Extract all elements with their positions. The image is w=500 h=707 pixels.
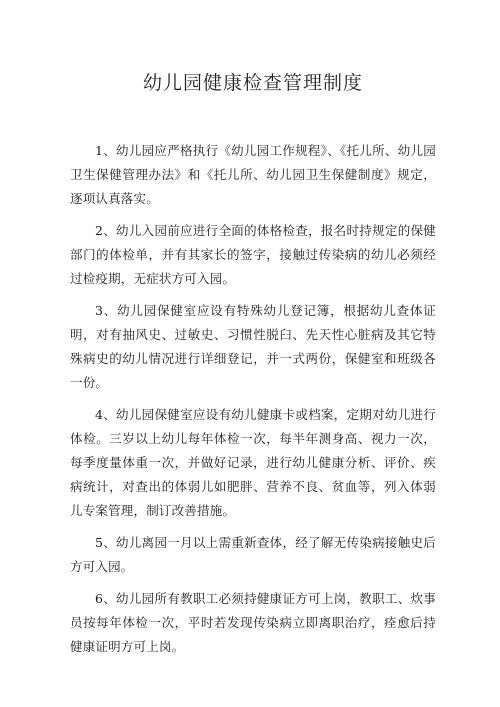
document-title: 幼儿园健康检查管理制度 (142, 72, 363, 94)
paragraph-2: 2、幼儿入园前应进行全面的体格检查，报名时持规定的保健部门的体检单，并有其家长的签字，接触过传染病的幼儿必须经过检疫期，无症状方可入园。 (70, 223, 436, 286)
paragraph-5: 5、幼儿离园一月以上需重新查体，经了解无传染病接触史后方可入园。 (70, 535, 436, 574)
paragraph-4: 4、幼儿园保健室应设有幼儿健康卡或档案，定期对幼儿进行体检。三岁以上幼儿每年体检一次，每半年测身高、视力一次，每季度量体重一次，并做好记录，进行幼儿健康分析、评价、疾病统计，对查出的体弱儿如肥胖、营养不良、贫血等，列入体弱儿专案管理，制订改善措施。 (70, 407, 436, 518)
paragraph-3: 3、幼儿园保健室应设有特殊幼儿登记簿，根据幼儿查体证明，对有抽风史、过敏史、习惯性脱臼、先天性心脏病及其它特殊病史的幼儿情况进行详细登记，并一式两份，保健室和班级各一份。 (70, 303, 436, 390)
paragraph-6: 6、幼儿园所有教职工必须持健康证方可上岗，教职工、炊事员按每年体检一次，平时若发现传染病立即离职治疗，痊愈后持健康证明方可上岗。 (70, 591, 436, 654)
document-body (70, 139, 436, 659)
paragraph-1: 1、幼儿园应严格执行《幼儿园工作规程》、《托儿所、幼儿园卫生保健管理办法》和《托儿所、幼儿园卫生保健制度》规定，逐项认真落实。 (70, 143, 436, 206)
